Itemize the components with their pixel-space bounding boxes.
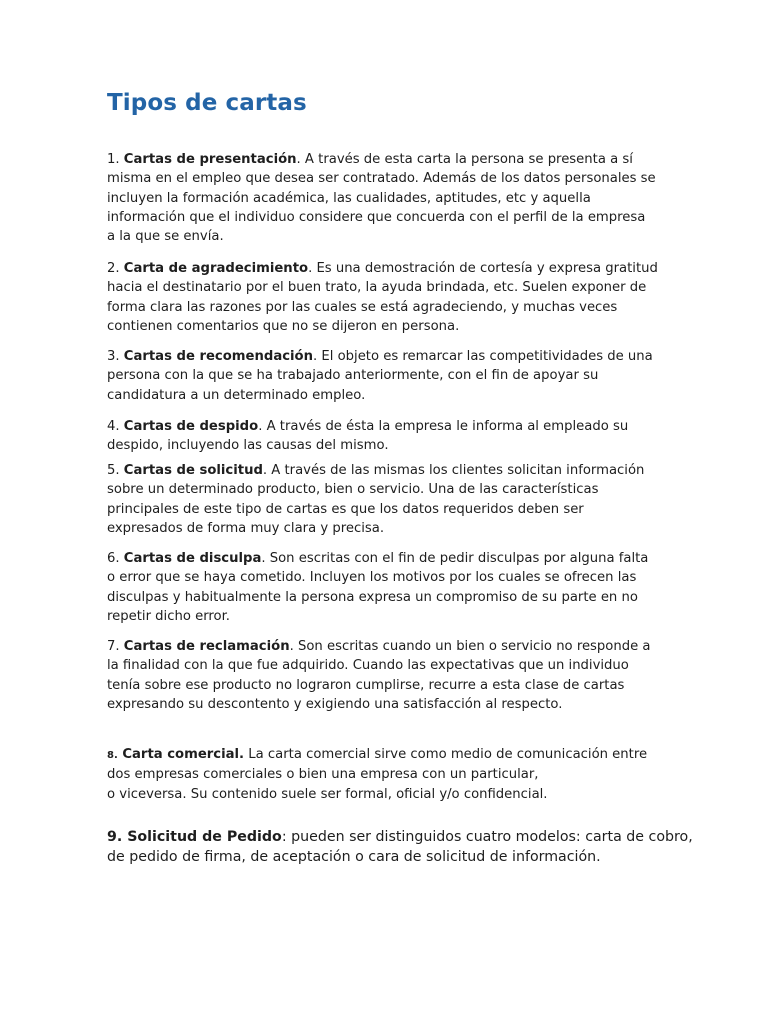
item-term: Cartas de disculpa: [123, 551, 262, 566]
list-item-4: [107, 417, 667, 456]
item-term: Carta de agradecimiento: [123, 261, 309, 276]
item-term: Cartas de recomendación: [123, 349, 314, 364]
item-number: 1.: [107, 152, 124, 167]
item-number: 9.: [107, 829, 128, 845]
list-item-7: [107, 637, 667, 714]
item-text: . A través de ésta la empresa le informa al empleado su despido, incluyendo las causas del mismo.: [107, 419, 629, 454]
item-text: . Son escritas cuando un bien o servicio no responde a la finalidad con la que fue adquirido. Cuando las expectativas que un individuo tenía sobre ese producto no lograron cumplirse, recurre a esta clase de cartas expresando su descontento y exigiendo una satisfacción al respecto.: [107, 639, 651, 712]
item-number: 8.: [107, 750, 118, 761]
item-term: Solicitud de Pedido: [127, 829, 282, 845]
item-text: . El objeto es remarcar las competitividades de una persona con la que se ha trabajado anteriormente, con el fin de apoyar su candidatura a un determinado empleo.: [107, 349, 653, 403]
item-text: : pueden ser distinguidos cuatro modelos: carta de cobro, de pedido de firma, de aceptación o cara de solicitud de información.: [107, 829, 693, 865]
page-title: Tipos de cartas: [107, 90, 307, 116]
item-number: 3.: [107, 349, 124, 364]
item-term: Carta comercial.: [117, 747, 245, 762]
list-item-8: [107, 745, 667, 804]
item-term: Cartas de despido: [123, 419, 259, 434]
list-item-9: [107, 827, 697, 867]
list-item-3: [107, 347, 667, 405]
item-number: 7.: [107, 639, 124, 654]
item-text: . A través de las mismas los clientes solicitan información sobre un determinado producto, bien o servicio. Una de las características principales de este tipo de cartas es que los datos requeridos deben ser expresados de forma muy clara y precisa.: [107, 463, 645, 536]
item-text: . A través de esta carta la persona se presenta a sí misma en el empleo que desea ser contratado. Además de los datos personales se incluyen la formación académica, las cualidades, aptitudes, etc y aquella información que el individuo considere que concuerda con el perfil de la empresa a la que se envía.: [107, 152, 656, 245]
list-item-5: [107, 461, 667, 538]
item-number: 2.: [107, 261, 124, 276]
item-number: 5.: [107, 463, 124, 478]
item-number: 4.: [107, 419, 124, 434]
list-item-6: [107, 549, 667, 626]
item-text: . Son escritas con el fin de pedir disculpas por alguna falta o error que se haya cometido. Incluyen los motivos por los cuales se ofrecen las disculpas y habitualmente la persona expresa un compromiso de su parte en no repetir dicho error.: [107, 551, 649, 624]
item-term: Cartas de reclamación: [123, 639, 290, 654]
list-item-1: [107, 150, 667, 246]
list-item-2: [107, 259, 667, 336]
item-number: 6.: [107, 551, 124, 566]
item-term: Cartas de presentación: [123, 152, 297, 167]
item-term: Cartas de solicitud: [123, 463, 263, 478]
item-text: . Es una demostración de cortesía y expresa gratitud hacia el destinatario por el buen trato, la ayuda brindada, etc. Suelen exponer de forma clara las razones por las cuales se está agradeciendo, y muchas veces contienen comentarios que no se dijeron en persona.: [107, 261, 658, 334]
item-text: La carta comercial sirve como medio de comunicación entre dos empresas comerciales o bien una empresa con un particular, o viceversa. Su contenido suele ser formal, oficial y/o confidencial.: [107, 747, 648, 802]
